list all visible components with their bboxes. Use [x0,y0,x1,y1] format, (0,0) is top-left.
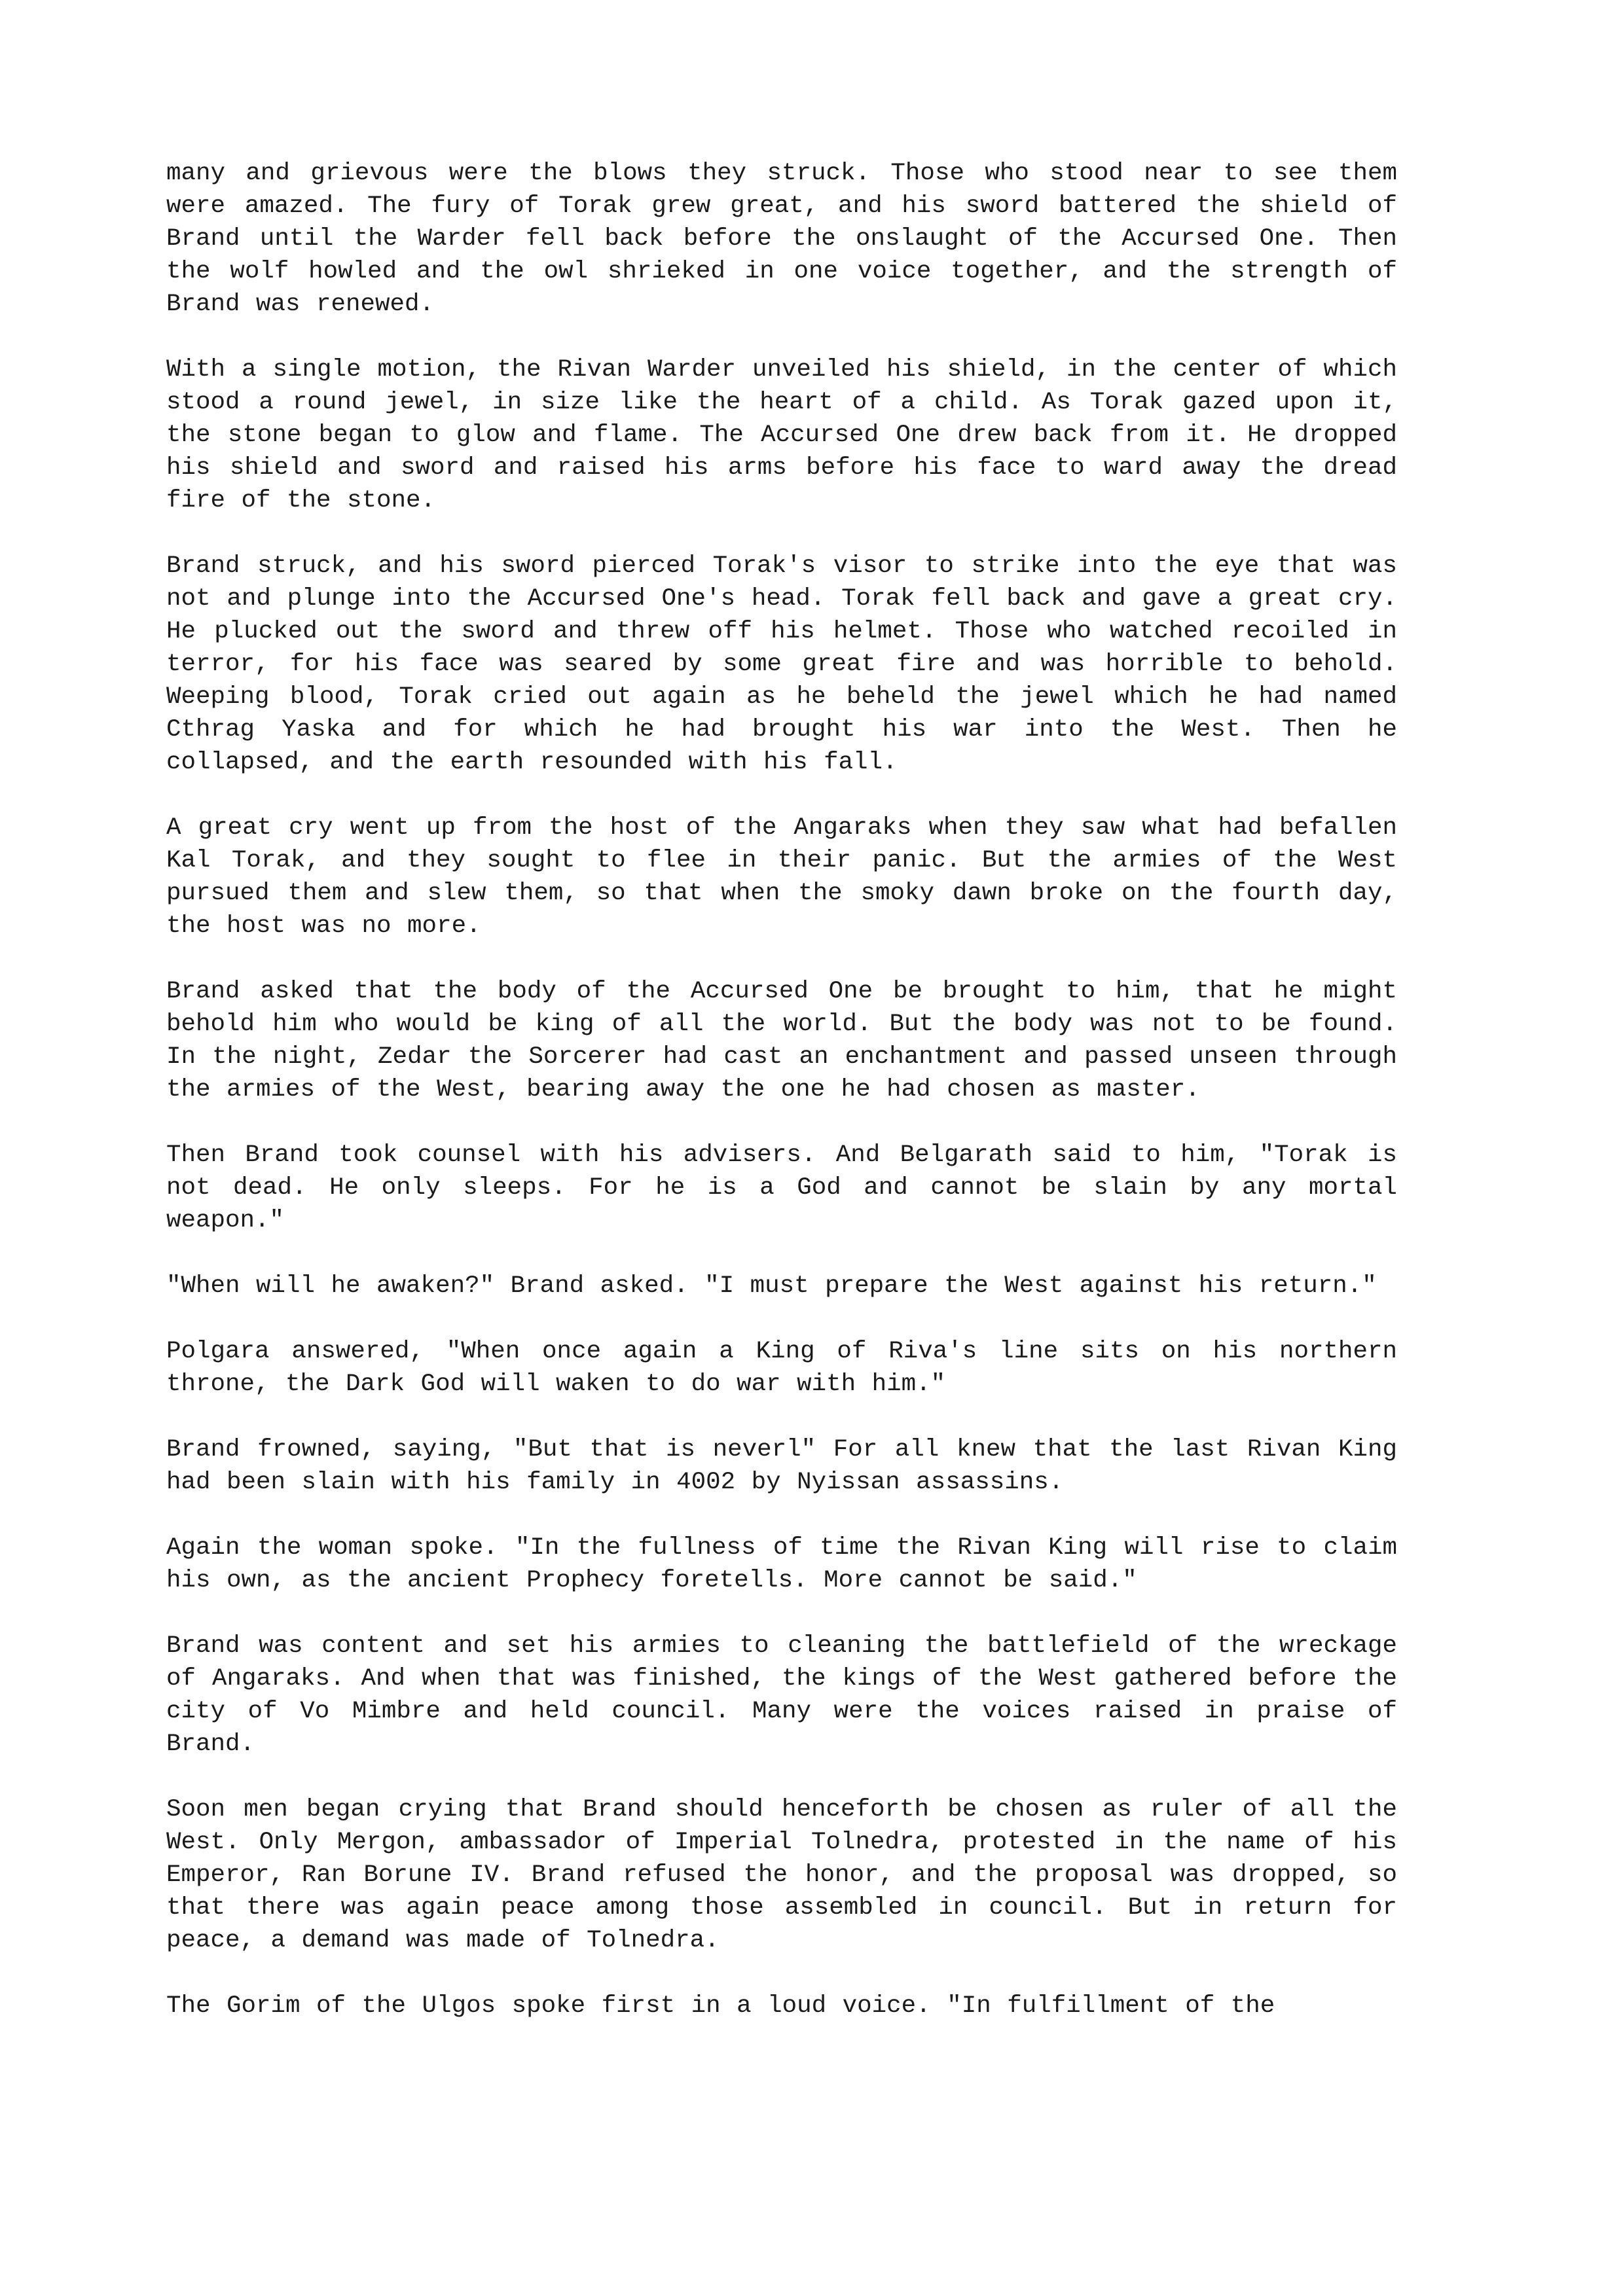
paragraph-11: Brand was content and set his armies to cleaning the battlefield of the wreckage of Angaraks. And when that was finished, the kings of the West gathered before the city of Vo Mimbre and held council. Many were the voices raised in praise of Brand. [166,1632,1397,1758]
paragraph-5: Brand asked that the body of the Accursed One be brought to him, that he might behold him who would be king of all the world. But the body was not to be found. In the night, Zedar the Sorcerer had cast an enchantment and passed unseen through the armies of the West, bearing away the one he had chosen as master. [166,978,1397,1103]
paragraph-12: Soon men began crying that Brand should henceforth be chosen as ruler of all the West. Only Mergon, ambassador of Imperial Tolnedra, protested in the name of his Emperor, Ran Borune IV. Brand refused the honor, and the proposal was dropped, so that there was again peace among those assembled in council. But in return for peace, a demand was made of Tolnedra. [166,1796,1397,1954]
paragraph-2: With a single motion, the Rivan Warder unveiled his shield, in the center of which stood a round jewel, in size like the heart of a child. As Torak gazed upon it, the stone began to glow and flame. The Accursed One drew back from it. He dropped his shield and sword and raised his arms before his face to ward away the dread fire of the stone. [166,356,1397,514]
paragraph-10: Again the woman spoke. "In the fullness of time the Rivan King will rise to claim his own, as the ancient Prophecy foretells. More cannot be said." [166,1534,1397,1594]
paragraph-4: A great cry went up from the host of the Angaraks when they saw what had befallen Kal Torak, and they sought to flee in their panic. But the armies of the West pursued them and slew them, so that when the smoky dawn broke on the fourth day, the host was no more. [166,814,1397,940]
document-page [166,157,1397,2022]
paragraph-3: Brand struck, and his sword pierced Torak's visor to strike into the eye that was not and plunge into the Accursed One's head. Torak fell back and gave a great cry. He plucked out the sword and threw off his helmet. Those who watched recoiled in terror, for his face was seared by some great fire and was horrible to behold. Weeping blood, Torak cried out again as he beheld the jewel which he had named Cthrag Yaska and for which he had brought his war into the West. Then he collapsed, and the earth resounded with his fall. [166,552,1397,776]
paragraph-9: Brand frowned, saying, "But that is neverl" For all knew that the last Rivan King had been slain with his family in 4002 by Nyissan assassins. [166,1436,1397,1496]
paragraph-6: Then Brand took counsel with his advisers. And Belgarath said to him, "Torak is not dead. He only sleeps. For he is a God and cannot be slain by any mortal weapon." [166,1141,1397,1234]
paragraph-13: The Gorim of the Ulgos spoke first in a loud voice. "In fulfillment of the [166,1992,1275,2020]
paragraph-7: "When will he awaken?" Brand asked. "I must prepare the West against his return." [166,1272,1377,1300]
paragraph-1: many and grievous were the blows they struck. Those who stood near to see them were amazed. The fury of Torak grew great, and his sword battered the shield of Brand until the Warder fell back before the onslaught of the Accursed One. Then the wolf howled and the owl shrieked in one voice together, and the strength of Brand was renewed. [166,160,1397,318]
paragraph-8: Polgara answered, "When once again a King of Riva's line sits on his northern throne, the Dark God will waken to do war with him." [166,1338,1397,1398]
